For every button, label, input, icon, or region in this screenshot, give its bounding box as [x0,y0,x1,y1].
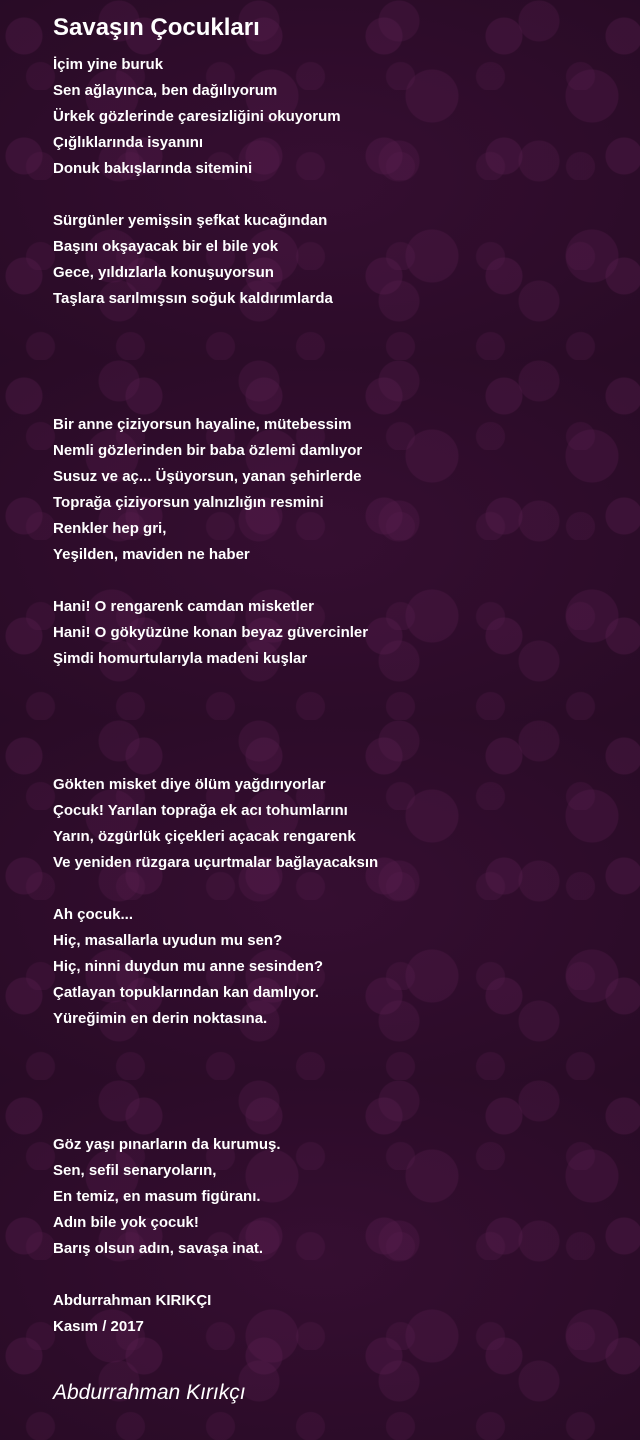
poem-line: Çatlayan topuklarından kan damlıyor. [53,984,319,1001]
poem-line: Sen, sefil senaryoların, [53,1162,217,1179]
poem-line: Gökten misket diye ölüm yağdırıyorlar [53,776,326,793]
poem-line: Şimdi homurtularıyla madeni kuşlar [53,650,308,667]
poem-line: Susuz ve aç... Üşüyorsun, yanan şehirlerde [53,468,362,485]
poem-line: Sürgünler yemişsin şefkat kucağından [53,212,328,229]
poem-line: Ürkek gözlerinde çaresizliğini okuyorum [53,108,341,125]
poem-line: Hani! O gökyüzüne konan beyaz güvercinler [53,624,369,641]
poem-line: Çığlıklarında isyanını [53,134,204,151]
poem-credit [53,1288,211,1340]
poem-date-line: Kasım / 2017 [53,1318,144,1335]
stanza [53,594,368,672]
poem-line: Nemli gözlerinden bir baba özlemi damlıyor [53,442,363,459]
stanza [53,902,323,1032]
poem-line: Renkler hep gri, [53,520,167,537]
poem-line: Hani! O rengarenk camdan misketler [53,598,314,615]
stanza [53,52,341,182]
poem-line: Toprağa çiziyorsun yalnızlığın resmini [53,494,324,511]
poem-line: Yarın, özgürlük çiçekleri açacak rengarenk [53,828,356,845]
poem-line: Adın bile yok çocuk! [53,1214,199,1231]
poem-line: Ve yeniden rüzgara uçurtmalar bağlayacaksın [53,854,379,871]
poem-line: Donuk bakışlarında sitemini [53,160,253,177]
poem-line: Sen ağlayınca, ben dağılıyorum [53,82,278,99]
stanza [53,772,378,876]
stanza [53,1132,281,1262]
poem-line: Ah çocuk... [53,906,134,923]
poem-line: Taşlara sarılmışsın soğuk kaldırımlarda [53,290,333,307]
poem-line: Hiç, masallarla uyudun mu sen? [53,932,283,949]
poem-title: Savaşın Çocukları [53,14,260,41]
poem-line: Barış olsun adın, savaşa inat. [53,1240,264,1257]
poem-author-line: Abdurrahman KIRIKÇI [53,1292,212,1309]
author-signature: Abdurrahman Kırıkçı [53,1381,246,1404]
stanza [53,412,362,568]
poem-line: Hiç, ninni duydun mu anne sesinden? [53,958,324,975]
poem-line: En temiz, en masum figüranı. [53,1188,261,1205]
poem-line: Çocuk! Yarılan toprağa ek acı tohumlarını [53,802,348,819]
poem-line: Bir anne çiziyorsun hayaline, mütebessim [53,416,352,433]
poem-line: Yüreğimin en derin noktasına. [53,1010,268,1027]
poem-line: İçim yine buruk [53,56,164,73]
poem-line: Göz yaşı pınarların da kurumuş. [53,1136,281,1153]
stanza [53,208,333,312]
poem-line: Yeşilden, maviden ne haber [53,546,250,563]
poem-line: Gece, yıldızlarla konuşuyorsun [53,264,274,281]
poem-line: Başını okşayacak bir el bile yok [53,238,279,255]
